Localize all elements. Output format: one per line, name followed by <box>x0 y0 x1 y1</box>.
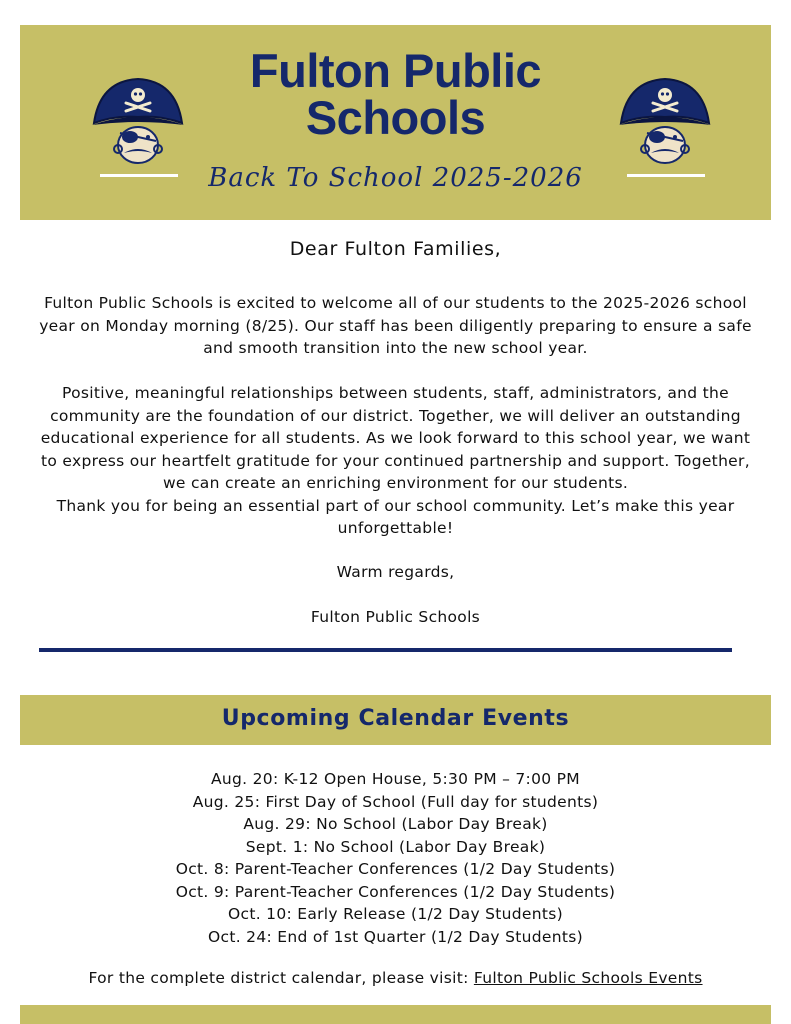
text-line: we can create an enriching environment for our students. <box>162 474 629 492</box>
text-line: educational experience for all students. As we look forward to this school year, we want <box>40 429 751 447</box>
letter-closing: Warm regards, <box>336 563 455 581</box>
letter-paragraph-1 <box>8 292 783 360</box>
text-line: community are the foundation of our district. Together, we will deliver an outstanding <box>50 406 741 425</box>
calendar-event: Aug. 25: First Day of School (Full day for students) <box>192 792 599 811</box>
visit-text: For the complete district calendar, please visit: <box>88 969 474 987</box>
calendar-event: Aug. 29: No School (Labor Day Break) <box>243 815 548 833</box>
text-line: and smooth transition into the new school year. <box>203 339 588 357</box>
text-line: year on Monday morning (8/25). Our staff has been diligently preparing to ensure a safe <box>39 316 752 335</box>
title-line: Fulton Public <box>249 44 542 97</box>
page-title <box>20 44 771 144</box>
text-line: Positive, meaningful relationships between students, staff, administrators, and the <box>62 384 729 402</box>
calendar-visit-line <box>0 969 791 987</box>
calendar-heading: Upcoming Calendar Events <box>221 706 570 731</box>
section-divider <box>39 648 732 652</box>
calendar-event: Aug. 20: K-12 Open House, 5:30 PM – 7:00 PM <box>211 770 580 788</box>
calendar-event: Oct. 9: Parent-Teacher Conferences (1/2 Day Students) <box>175 882 616 901</box>
calendar-event: Oct. 8: Parent-Teacher Conferences (1/2 Day Students) <box>175 860 616 878</box>
text-line: Fulton Public Schools is excited to welcome all of our students to the 2025-2026 school <box>44 294 747 312</box>
text-line: unforgettable! <box>337 519 454 537</box>
text-line: to express our heartfelt gratitude for your continued partnership and support. Together, <box>41 451 750 470</box>
district-events-link[interactable]: Fulton Public Schools Events <box>473 969 703 987</box>
title-line: Schools <box>305 91 486 144</box>
calendar-event: Oct. 10: Early Release (1/2 Day Students) <box>228 905 563 923</box>
page-subtitle: Back To School 2025-2026 <box>208 163 583 193</box>
footer-bar <box>20 1005 771 1024</box>
letter-paragraph-2 <box>8 382 783 540</box>
calendar-event-list <box>0 768 791 948</box>
calendar-event: Oct. 24: End of 1st Quarter (1/2 Day Students) <box>208 927 583 946</box>
header-banner <box>20 25 771 220</box>
text-line: Thank you for being an essential part of our school community. Let’s make this year <box>56 496 735 515</box>
letter-signature: Fulton Public Schools <box>310 608 481 626</box>
calendar-event: Sept. 1: No School (Labor Day Break) <box>245 837 546 856</box>
letter-greeting: Dear Fulton Families, <box>289 238 502 260</box>
calendar-heading-bar <box>20 695 771 745</box>
